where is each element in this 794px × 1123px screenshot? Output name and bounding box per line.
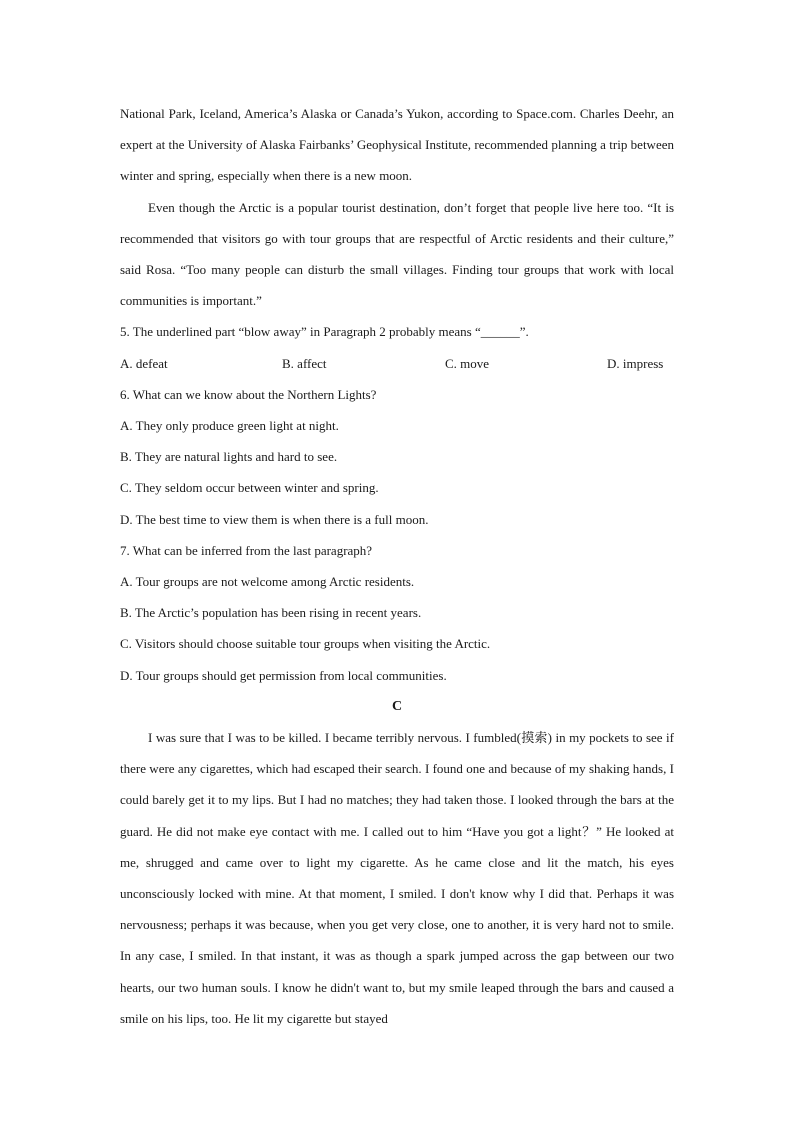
question-7-option-d: D. Tour groups should get permission from local communities. bbox=[120, 667, 447, 683]
question-5-option-c: C. move bbox=[445, 355, 490, 371]
question-5-option-d: D. impress bbox=[607, 355, 664, 371]
document-content bbox=[120, 98, 674, 1034]
question-5-option-b: B. affect bbox=[282, 355, 327, 371]
question-7 bbox=[120, 535, 674, 691]
question-5-stem: 5. The underlined part “blow away” in Paragraph 2 probably means “______”. bbox=[120, 324, 529, 340]
question-6-option-d: D. The best time to view them is when there is a full moon. bbox=[120, 511, 429, 527]
section-c-title: C bbox=[391, 698, 403, 714]
question-5-option-a: A. defeat bbox=[120, 355, 168, 371]
question-5 bbox=[120, 316, 674, 378]
question-6-stem: 6. What can we know about the Northern Lights? bbox=[120, 386, 377, 402]
passage-b-paragraph-1: National Park, Iceland, America’s Alaska or Canada’s Yukon, according to Space.com. Charles Deehr, an expert at the University of Alaska Fairbanks’ Geophysical Institute, recommended planning a trip between winter and spring, especially when there is a new moon. bbox=[120, 106, 674, 184]
question-6 bbox=[120, 379, 674, 535]
question-7-option-c: C. Visitors should choose suitable tour groups when visiting the Arctic. bbox=[120, 636, 491, 652]
question-6-option-a: A. They only produce green light at night. bbox=[120, 418, 339, 434]
question-7-option-a: A. Tour groups are not welcome among Arctic residents. bbox=[120, 574, 415, 590]
question-7-stem: 7. What can be inferred from the last paragraph? bbox=[120, 542, 373, 558]
question-5-options bbox=[120, 348, 674, 379]
passage-b-paragraph-2: Even though the Arctic is a popular tourist destination, don’t forget that people live here too. “It is recommended that visitors go with tour groups that are respectful of Arctic residents and their culture,” said Rosa. “Too many people can disturb the small villages. Finding tour groups that work with local communities is important.” bbox=[120, 199, 674, 309]
question-6-option-c: C. They seldom occur between winter and spring. bbox=[120, 480, 379, 496]
question-7-option-b: B. The Arctic’s population has been rising in recent years. bbox=[120, 605, 422, 621]
question-6-option-b: B. They are natural lights and hard to see. bbox=[120, 449, 338, 465]
section-c-paragraph-1: I was sure that I was to be killed. I became terribly nervous. I fumbled(摸索) in my pockets to see if there were any cigarettes, which had escaped their search. I found one and because of my shaking hands, I could barely get it to my lips. But I had no matches; they had taken those. I looked through the bars at the guard. He did not make eye contact with me. I called out to him “Have you got a light？” He looked at me, shrugged and came over to light my cigarette. As he came close and lit the match, his eyes unconsciously locked with mine. At that moment, I smiled. I don't know why I did that. Perhaps it was nervousness; perhaps it was because, when you get very close, one to another, it is very hard not to smile. In any case, I smiled. In that instant, it was as though a spark jumped across the gap between our two hearts, our two human souls. I know he didn't want to, but my smile leaped through the bars and caused a smile on his lips, too. He lit my cigarette but stayed bbox=[120, 730, 674, 1026]
